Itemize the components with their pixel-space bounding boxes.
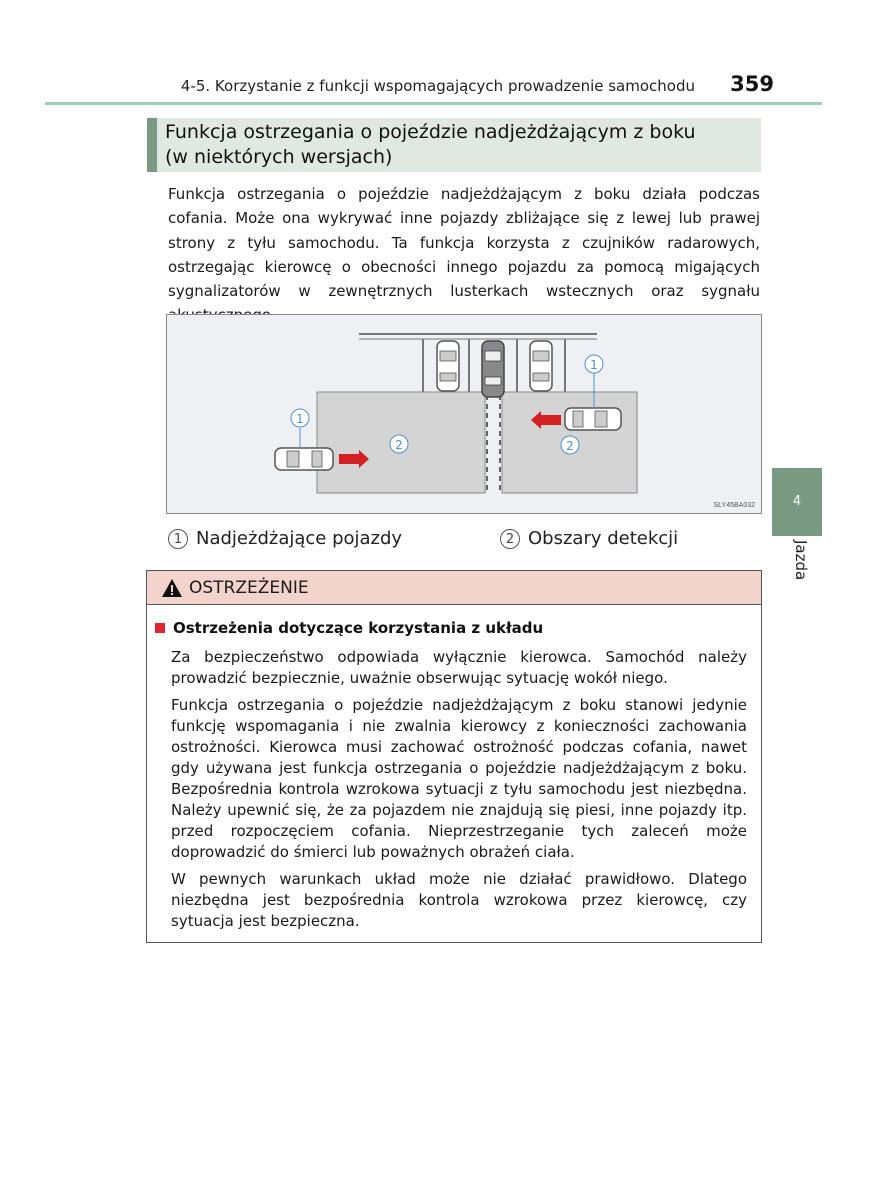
approaching-car-left [275,448,333,470]
page-number: 359 [730,72,774,96]
parking-diagram [167,315,761,513]
callout-1-right [585,355,603,373]
detection-figure [166,314,762,514]
legend-number-1: 1 [168,529,188,549]
legend-label-1: Nadjeżdżające pojazdy [196,528,403,549]
warning-box [146,570,762,943]
svg-text:2: 2 [395,438,403,452]
red-square-icon [155,623,165,633]
parked-car-1 [437,341,459,391]
legend-item-2 [500,528,678,549]
warning-triangle-icon [161,578,183,598]
warning-paragraph-3: W pewnych warunkach układ może nie działać prawidłowo. Dlatego niezbędna jest bezpośrednia kontrola wzrokowa przez kierowcę, czy sytuacja jest bezpieczna. [171,870,747,930]
warning-header [147,571,761,605]
callout-2-right [561,436,579,454]
section-title-line1: Funkcja ostrzegania o pojeździe nadjeżdżającym z boku [165,121,696,143]
intro-paragraph: Funkcja ostrzegania o pojeździe nadjeżdżającym z boku działa podczas cofania. Może ona wykrywać inne pojazdy zbliżające się z lewej lub prawej strony z tyłu samochodu. Ta funkcja korzysta z czujników radarowych, ostrzegając kierowcę o obecności innego pojazdu za pomocą migających sygnalizatorów w zewnętrznych lusterkach wstecznych oraz sygnału [168,185,760,301]
svg-text:2: 2 [566,439,574,453]
legend-item-1 [168,528,402,549]
svg-text:1: 1 [590,358,598,372]
warning-title: OSTRZEŻENIE [189,577,309,598]
header-chapter-title: 4-5. Korzystanie z funkcji wspomagających prowadzenie samochodu [180,77,695,95]
figure-code: SLY45BA032 [713,502,755,509]
chapter-tab: 4 [772,468,822,536]
warning-paragraph-1: Za bezpieczeństwo odpowiada wyłącznie kierowca. Samochód należy prowadzić bezpiecznie, uważnie obserwując sytuację wokół niego. [171,648,747,687]
legend-number-2: 2 [500,529,520,549]
approaching-car-right [565,408,621,430]
callout-1-left [291,409,309,427]
callout-2-left [390,435,408,453]
header-rule [45,102,822,105]
warning-subtitle-text: Ostrzeżenia dotyczące korzystania z układu [173,619,544,637]
section-title [147,118,761,172]
svg-text:1: 1 [296,412,304,426]
parked-car-2 [530,341,552,391]
warning-paragraph-2: Funkcja ostrzegania o pojeździe nadjeżdżającym z boku stanowi jedynie funkcję wspomagania i nie zwalnia kierowcy z konieczności zachowania ostrożności. Kierowca musi zachować ostrożność podczas cofania, nawet gdy używana jest funkcja ostrzegania o pojeździe nadjeżdżającym z boku. Bezpośrednia kontrola wzrokowa sytuacji z tyłu samochodu jest niezbędna. Należy upewnić się, że za pojazdem nie znajdują się piesi, inne pojazdy itp. przed rozpoczęciem cofania. Nieprzestrzeganie tych zaleceń może doprowadzić do śmierci lub poważnych obrażeń ciała. [171,696,747,861]
section-title-line2: (w niektórych wersjach) [165,146,393,168]
chapter-tab-label: Jazda [792,540,810,581]
warning-subtitle [155,619,543,637]
legend-label-2: Obszary detekcji [528,528,679,549]
own-car-reversing [482,341,504,397]
